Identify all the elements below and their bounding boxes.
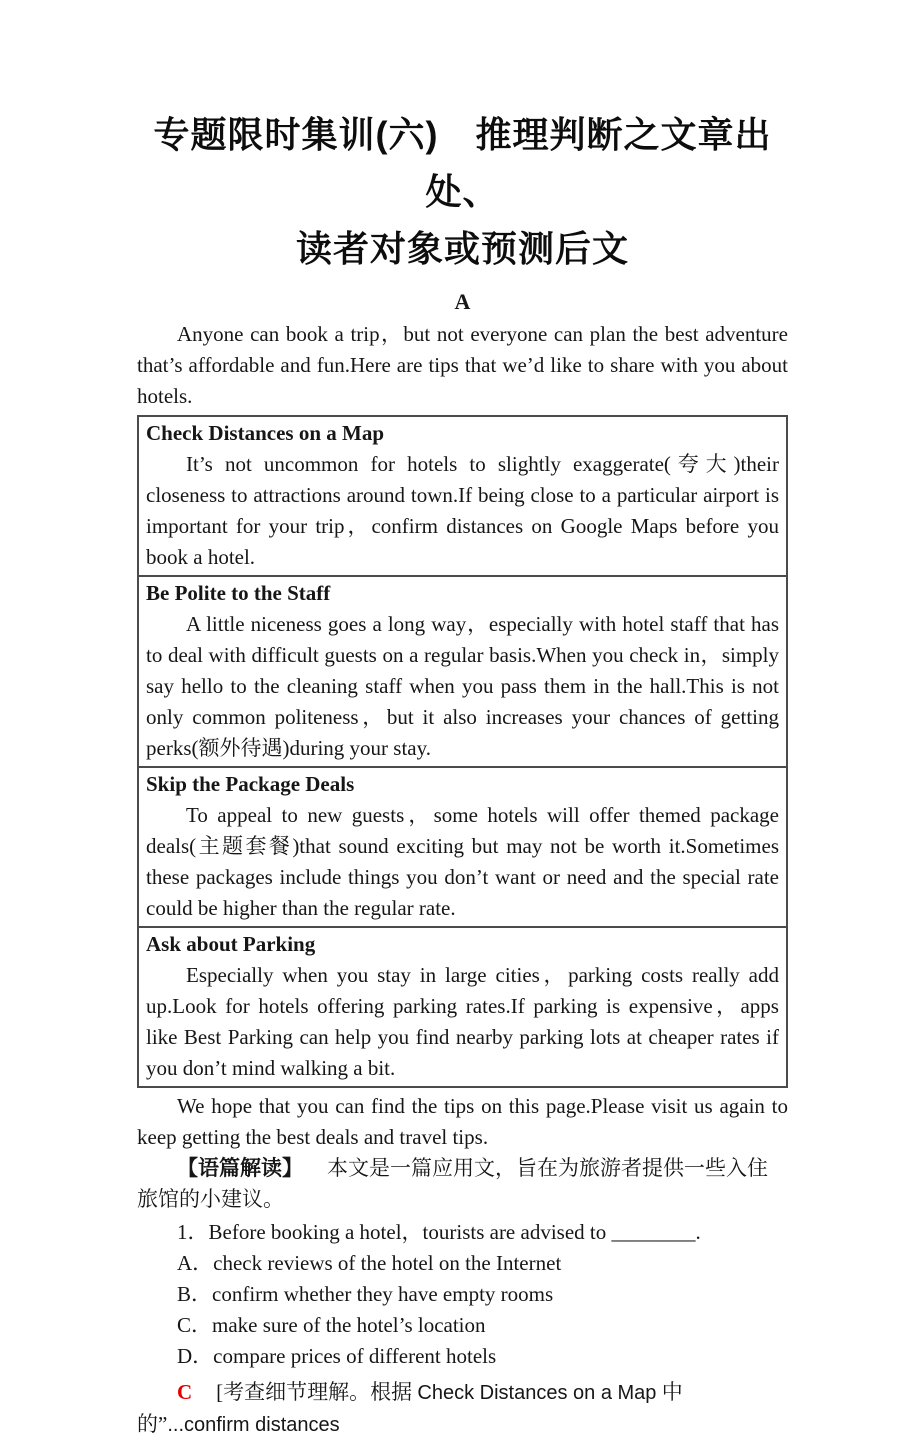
question-option: D．compare prices of different hotels [177, 1344, 497, 1368]
analysis-text: 本文是一篇应用文，旨在为旅游者提供一些入住旅馆的小建议。 [137, 1156, 768, 1211]
title-line-1: 专题限时集训(六) 推理判断之文章出处、 [153, 114, 772, 212]
answer-explanation-segment: [考查细节理解。根据 [216, 1380, 418, 1404]
page-title [137, 106, 788, 277]
title-line-2: 读者对象或预测后文 [295, 228, 629, 269]
tip-body: It’s not uncommon for hotels to slightly exaggerate(夸大)their closeness to attractions around town.If being close to a particular airport is important for your trip，confirm distances on Google Maps before you book a hotel. [146, 452, 779, 569]
answer-explanation-segment: 中的” [137, 1380, 683, 1436]
tip-body: A little niceness goes a long way，especially with hotel staff that has to deal with difficult guests on a regular basis.When you check in，simply say hello to the cleaning staff when you pass them in the hall.This is not only common politeness，but it also increases your chances of getting perks(额外待遇)during your stay. [146, 612, 779, 760]
tip-box [137, 766, 788, 928]
question-stem: 1．Before booking a hotel，tourists are advised to ________. [177, 1220, 701, 1244]
tip-heading: Skip the Package Deals [146, 772, 355, 796]
document-content [137, 0, 788, 1441]
analysis-label: 【语篇解读】 [177, 1156, 303, 1180]
answer-explanation-segment: ...confirm distances [167, 1414, 340, 1436]
answer-explanation [137, 1380, 683, 1436]
tip-heading: Ask about Parking [146, 932, 316, 956]
tip-box [137, 575, 788, 768]
tip-heading: Check Distances on a Map [146, 421, 385, 445]
tip-body: Especially when you stay in large cities，parking costs really add up.Look for hotels offering parking rates.If parking is expensive，apps like Best Parking can help you find nearby parking lots at cheaper rates if you don’t mind walking a bit. [146, 963, 779, 1080]
tip-boxes [137, 415, 788, 1088]
answer-line [137, 1377, 788, 1441]
question-option: A．check reviews of the hotel on the Internet [177, 1251, 562, 1275]
tip-body: To appeal to new guests，some hotels will offer themed package deals(主题套餐)that sound exciting but may not be worth it.Sometimes these packages include things you don’t want or need and the special rate could be higher than the regular rate. [146, 803, 779, 920]
tip-box [137, 415, 788, 577]
passage-label: A [454, 289, 471, 314]
answer-explanation-segment: Check Distances on a Map [417, 1382, 657, 1404]
answer-letter: C [177, 1380, 193, 1404]
passage-closing: We hope that you can find the tips on this page.Please visit us again to keep getting the best deals and travel tips. [137, 1094, 788, 1149]
question-options [137, 1248, 788, 1372]
tip-heading: Be Polite to the Staff [146, 581, 331, 605]
passage-analysis [137, 1153, 788, 1215]
passage-intro: Anyone can book a trip，but not everyone can plan the best adventure that’s affordable and fun.Here are tips that we’d like to share with you about hotels. [137, 322, 788, 408]
question-option: B．confirm whether they have empty rooms [177, 1282, 554, 1306]
tip-box [137, 926, 788, 1088]
question-option: C．make sure of the hotel’s location [177, 1313, 486, 1337]
question-1 [137, 1217, 788, 1441]
